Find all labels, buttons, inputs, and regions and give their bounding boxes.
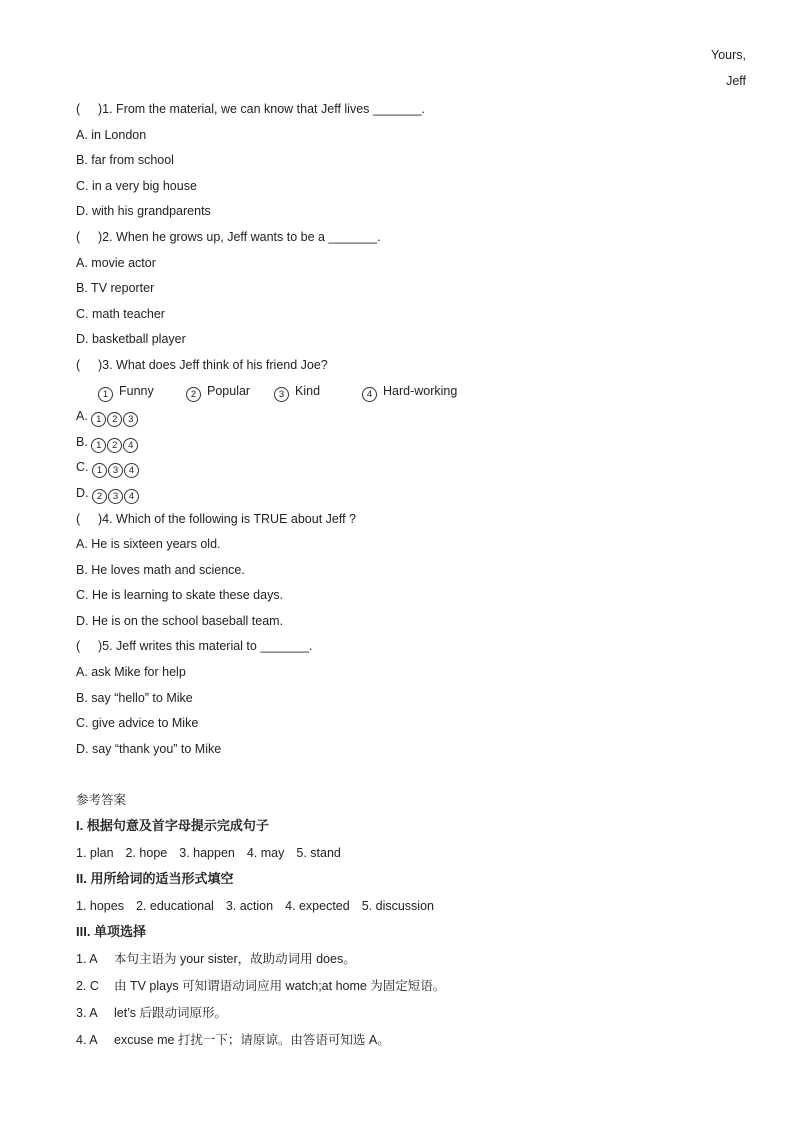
explanation-text: let’s 后跟动词原形。	[114, 1005, 227, 1020]
circled-number: 2	[107, 438, 122, 453]
option: A. in London	[76, 127, 147, 142]
option: B. say “hello” to Mike	[76, 690, 193, 705]
circled-number: 2	[186, 387, 201, 402]
option: D. with his grandparents	[76, 204, 211, 219]
section-heading: III. 单项选择	[76, 923, 147, 939]
explanation-row	[76, 1004, 746, 1031]
question-stem: )2. When he grows up, Jeff wants to be a _______.	[98, 229, 381, 244]
answer-item: 1. plan	[76, 846, 114, 861]
option: A. He is sixteen years old.	[76, 537, 221, 552]
explanation-row	[76, 977, 746, 1004]
option: D. basketball player	[76, 332, 186, 347]
option: C. He is learning to skate these days.	[76, 588, 284, 603]
choice-label: Kind	[295, 383, 321, 398]
answer-row	[76, 897, 746, 923]
choice-item	[186, 382, 274, 402]
answer-number: 1. A	[76, 951, 98, 966]
circled-number: 4	[124, 489, 139, 504]
answer-paren: (	[76, 229, 81, 244]
option: C. give advice to Mike	[76, 716, 199, 731]
question-4	[76, 510, 746, 536]
option: B. He loves math and science.	[76, 562, 245, 577]
question-3	[76, 356, 746, 382]
circled-number: 3	[274, 387, 289, 402]
option-letter: D.	[76, 485, 89, 500]
answer-item: 3. happen	[179, 846, 235, 861]
choice-item	[98, 382, 186, 402]
choice-list	[76, 382, 746, 408]
answer-number: 2. C	[76, 978, 99, 993]
option: B. TV reporter	[76, 281, 155, 296]
option	[76, 433, 746, 459]
circled-number: 4	[362, 387, 377, 402]
choice-item	[362, 382, 458, 402]
spacer	[76, 765, 746, 791]
section-heading: I. 根据句意及首字母提示完成句子	[76, 818, 269, 834]
choice-label: Funny	[119, 383, 154, 398]
explanation-text: 本句主语为 your sister，故助动词用 does。	[114, 951, 356, 966]
circled-number: 1	[91, 438, 106, 453]
explanation-row	[76, 950, 746, 977]
answer-item: 2. educational	[135, 899, 214, 914]
answer-key-title: 参考答案	[76, 793, 127, 808]
option-letter: C.	[76, 460, 89, 475]
answer-row	[76, 844, 746, 870]
question-5	[76, 637, 746, 663]
question-1	[76, 100, 746, 126]
answer-paren: (	[76, 102, 81, 116]
answer-paren: (	[76, 357, 81, 372]
explanation-row	[76, 1031, 746, 1058]
answer-item: 5. discussion	[361, 899, 434, 914]
question-stem: )4. Which of the following is TRUE about Jeff ?	[98, 511, 356, 526]
option: A. movie actor	[76, 255, 156, 270]
option: D. He is on the school baseball team.	[76, 613, 284, 628]
option: C. in a very big house	[76, 178, 197, 193]
answer-number: 4. A	[76, 1032, 98, 1047]
circled-number: 3	[108, 489, 123, 504]
option: B. far from school	[76, 153, 174, 168]
answer-number: 3. A	[76, 1005, 98, 1020]
explanation-text: 由 TV plays 可知谓语动词应用 watch;at home 为固定短语。	[114, 978, 446, 993]
explanation-text: excuse me 打扰一下；请原谅。由答语可知选 A。	[114, 1032, 390, 1047]
answer-item: 3. action	[225, 899, 274, 914]
answer-item: 4. expected	[285, 899, 350, 914]
circled-number: 1	[98, 387, 113, 402]
option: C. math teacher	[76, 306, 165, 321]
answer-item: 1. hopes	[76, 899, 124, 914]
circled-number: 1	[91, 412, 106, 427]
option-letter: B.	[76, 434, 88, 449]
option	[76, 458, 746, 484]
section-heading: II. 用所给词的适当形式填空	[76, 871, 234, 887]
answer-item: 5. stand	[296, 846, 341, 861]
answer-paren: (	[76, 639, 81, 654]
circled-number: 1	[92, 463, 107, 478]
question-stem: )3. What does Jeff think of his friend Joe?	[98, 357, 328, 372]
answer-item: 4. may	[246, 846, 285, 861]
option: A. ask Mike for help	[76, 665, 186, 680]
option	[76, 484, 746, 510]
choice-label: Popular	[207, 383, 251, 398]
circled-number: 4	[123, 438, 138, 453]
circled-number: 4	[124, 463, 139, 478]
circled-number: 3	[123, 412, 138, 427]
choice-label: Hard-working	[383, 383, 458, 398]
circled-number: 3	[108, 463, 123, 478]
circled-number: 2	[107, 412, 122, 427]
signature-name: Jeff	[726, 74, 746, 88]
question-stem: )5. Jeff writes this material to _______.	[98, 639, 313, 654]
option	[76, 407, 746, 433]
question-stem: )1. From the material, we can know that Jeff lives _______.	[98, 102, 426, 116]
option: D. say “thank you” to Mike	[76, 741, 222, 756]
option-letter: A.	[76, 409, 88, 424]
answer-paren: (	[76, 511, 81, 526]
circled-number: 2	[92, 489, 107, 504]
closing: Yours,	[711, 48, 746, 62]
choice-item	[274, 382, 362, 402]
document-body	[76, 100, 746, 1058]
question-2	[76, 228, 746, 254]
answer-item: 2. hope	[125, 846, 168, 861]
